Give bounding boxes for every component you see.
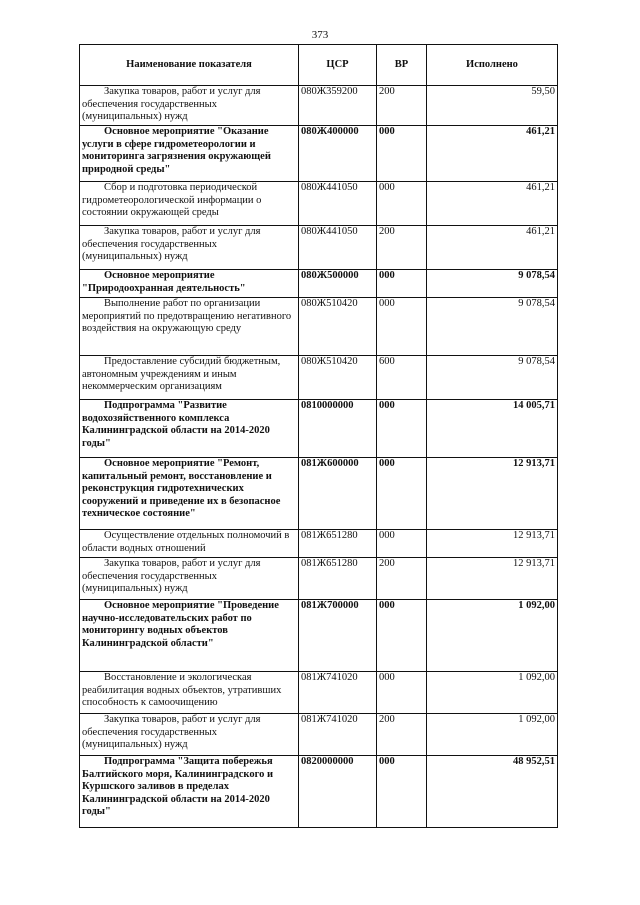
row-name-cell: Основное мероприятие "Природоохранная деятельность" <box>80 270 299 298</box>
row-csr-cell: 081Ж600000 <box>299 458 377 530</box>
row-csr-cell: 081Ж651280 <box>299 530 377 558</box>
row-vr-cell: 000 <box>377 600 427 672</box>
row-vr-cell: 000 <box>377 756 427 828</box>
row-name-cell: Подпрограмма "Развитие водохозяйственного комплекса Калининградской области на 2014-2020 годы" <box>80 400 299 458</box>
table-row <box>80 126 558 182</box>
row-name-cell: Закупка товаров, работ и услуг для обеспечения государственных (муниципальных) нужд <box>80 714 299 756</box>
row-vr-cell: 200 <box>377 558 427 600</box>
table-row <box>80 400 558 458</box>
table-header-row <box>80 45 558 86</box>
row-vr-cell: 000 <box>377 270 427 298</box>
row-executed-cell: 9 078,54 <box>427 298 558 356</box>
row-name-cell: Закупка товаров, работ и услуг для обеспечения государственных (муниципальных) нужд <box>80 226 299 270</box>
row-csr-cell: 080Ж510420 <box>299 298 377 356</box>
row-vr-cell: 000 <box>377 298 427 356</box>
table-row <box>80 356 558 400</box>
header-csr: ЦСР <box>299 45 377 86</box>
table-row <box>80 270 558 298</box>
row-csr-cell: 0820000000 <box>299 756 377 828</box>
row-csr-cell: 081Ж700000 <box>299 600 377 672</box>
row-name-cell: Основное мероприятие "Оказание услуги в сфере гидрометеорологии и мониторинга загрязнения окружающей природной среды" <box>80 126 299 182</box>
table-body <box>80 86 558 828</box>
row-vr-cell: 000 <box>377 182 427 226</box>
row-executed-cell: 1 092,00 <box>427 714 558 756</box>
table-row <box>80 600 558 672</box>
table-row <box>80 756 558 828</box>
row-vr-cell: 000 <box>377 672 427 714</box>
row-name-cell: Основное мероприятие "Проведение научно-исследовательских работ по мониторингу водных объектов Калининградской области" <box>80 600 299 672</box>
row-vr-cell: 200 <box>377 86 427 126</box>
row-vr-cell: 000 <box>377 458 427 530</box>
row-name-cell: Предоставление субсидий бюджетным, автономным учреждениям и иным некоммерческим организациям <box>80 356 299 400</box>
table-row <box>80 298 558 356</box>
table-row <box>80 182 558 226</box>
row-executed-cell: 12 913,71 <box>427 530 558 558</box>
row-executed-cell: 9 078,54 <box>427 356 558 400</box>
row-executed-cell: 12 913,71 <box>427 458 558 530</box>
row-vr-cell: 000 <box>377 126 427 182</box>
row-csr-cell: 081Ж741020 <box>299 714 377 756</box>
table-row <box>80 672 558 714</box>
row-executed-cell: 9 078,54 <box>427 270 558 298</box>
row-executed-cell: 12 913,71 <box>427 558 558 600</box>
row-executed-cell: 461,21 <box>427 182 558 226</box>
row-csr-cell: 080Ж510420 <box>299 356 377 400</box>
row-name-cell: Закупка товаров, работ и услуг для обеспечения государственных (муниципальных) нужд <box>80 86 299 126</box>
table-row <box>80 530 558 558</box>
row-csr-cell: 080Ж359200 <box>299 86 377 126</box>
row-executed-cell: 461,21 <box>427 226 558 270</box>
budget-execution-table <box>79 44 558 828</box>
row-name-cell: Подпрограмма "Защита побережья Балтийского моря, Калининградского и Куршского заливов в пределах Калининградской области на 2014-2020 годы" <box>80 756 299 828</box>
row-executed-cell: 1 092,00 <box>427 672 558 714</box>
page-number: 373 <box>311 29 329 41</box>
row-vr-cell: 200 <box>377 226 427 270</box>
header-vr: ВР <box>377 45 427 86</box>
row-vr-cell: 000 <box>377 530 427 558</box>
row-executed-cell: 48 952,51 <box>427 756 558 828</box>
row-csr-cell: 0810000000 <box>299 400 377 458</box>
row-name-cell: Выполнение работ по организации мероприятий по предотвращению негативного воздействия на окружающую среду <box>80 298 299 356</box>
row-name-cell: Осуществление отдельных полномочий в области водных отношений <box>80 530 299 558</box>
table-row <box>80 86 558 126</box>
row-name-cell: Восстановление и экологическая реабилитация водных объектов, утративших способность к самоочищению <box>80 672 299 714</box>
row-name-cell: Закупка товаров, работ и услуг для обеспечения государственных (муниципальных) нужд <box>80 558 299 600</box>
row-vr-cell: 000 <box>377 400 427 458</box>
table-row <box>80 226 558 270</box>
row-csr-cell: 080Ж400000 <box>299 126 377 182</box>
row-name-cell: Сбор и подготовка периодической гидрометеорологической информации о состоянии окружающей среды <box>80 182 299 226</box>
row-csr-cell: 080Ж441050 <box>299 226 377 270</box>
row-executed-cell: 461,21 <box>427 126 558 182</box>
row-vr-cell: 600 <box>377 356 427 400</box>
table-row <box>80 458 558 530</box>
table-row <box>80 714 558 756</box>
row-name-cell: Основное мероприятие "Ремонт, капитальный ремонт, восстановление и реконструкция гидротехнических сооружений и приведение их в безопасное техническое состояние" <box>80 458 299 530</box>
table-row <box>80 558 558 600</box>
header-executed: Исполнено <box>427 45 558 86</box>
row-vr-cell: 200 <box>377 714 427 756</box>
row-executed-cell: 14 005,71 <box>427 400 558 458</box>
row-csr-cell: 080Ж441050 <box>299 182 377 226</box>
row-csr-cell: 080Ж500000 <box>299 270 377 298</box>
header-name: Наименование показателя <box>80 45 299 86</box>
row-executed-cell: 59,50 <box>427 86 558 126</box>
row-csr-cell: 081Ж651280 <box>299 558 377 600</box>
row-csr-cell: 081Ж741020 <box>299 672 377 714</box>
row-executed-cell: 1 092,00 <box>427 600 558 672</box>
